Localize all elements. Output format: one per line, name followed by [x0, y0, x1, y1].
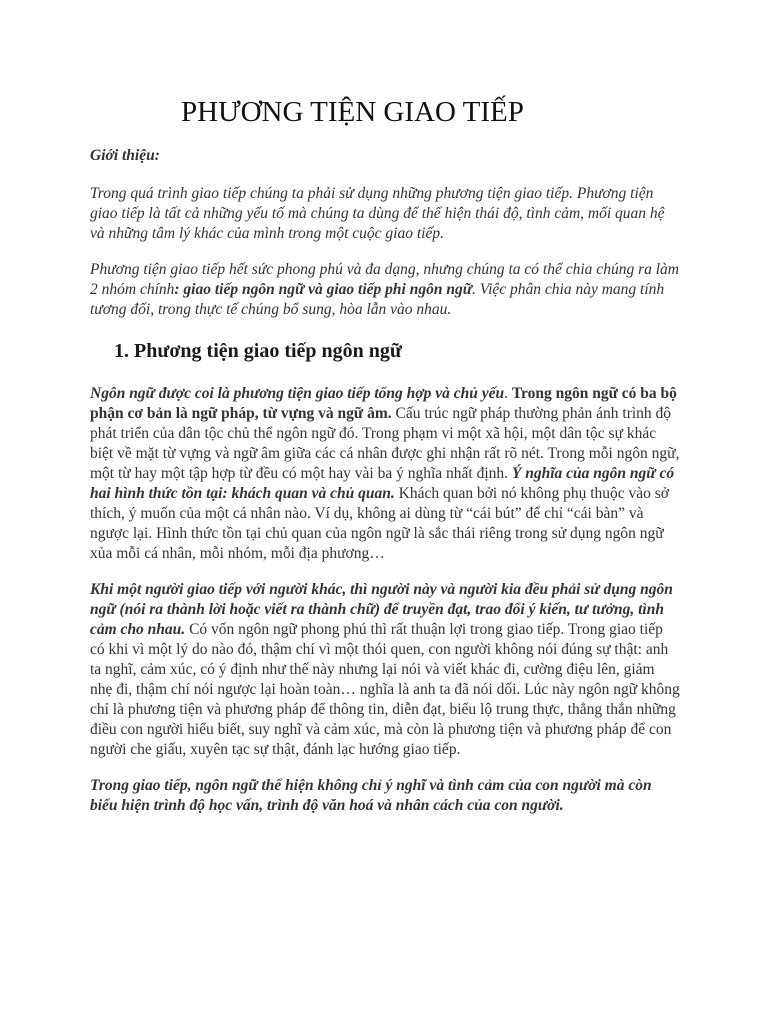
section-paragraph-2	[90, 580, 680, 760]
intro-paragraph-1: Trong quá trình giao tiếp chúng ta phải sử dụng những phương tiện giao tiếp. Phương tiện giao tiếp là tất cả những yếu tố mà chúng ta dùng để thể hiện thái độ, tình cảm, mối quan hệ và những tâm lý khác của mình trong một cuộc giao tiếp.	[90, 185, 665, 242]
intro-paragraph-2	[90, 260, 680, 320]
body-text: Có vốn ngôn ngữ phong phú thì rất thuận lợi trong giao tiếp. Trong giao tiếp có khi vì một lý do nào đó, thậm chí vì một thói quen, con người không nói đúng sự thật: anh ta nghĩ, cảm xúc, có ý định như thế này nhưng lại nói và viết khác đi, cường điệu lên, giảm nhẹ đi, thậm chí nói ngược lại hoàn toàn… nghĩa là anh ta đã nói dối. Lúc này ngôn ngữ không chỉ là phương tiện và phương pháp để thông tin, diễn đạt, biểu lộ trung thực, thẳng thắn những điều con người hiểu biết, suy nghĩ và cảm xúc, mà còn là phương tiện và phương pháp để con người che giấu, xuyên tạc sự thật, đánh lạc hướng giao tiếp.	[90, 621, 680, 758]
intro-p2-text: . Việc phân chia này mang tính tương đối, trong thực tế chúng bổ sung, hòa lẫn vào nhau.	[90, 281, 665, 318]
intro-p2-emphasis: : giao tiếp ngôn ngữ và giao tiếp phi ngôn ngữ	[174, 281, 473, 298]
document-page	[90, 92, 680, 816]
section-paragraph-3: Trong giao tiếp, ngôn ngữ thể hiện không chỉ ý nghĩ và tình cảm của con người mà còn biểu hiện trình độ học vấn, trình độ văn hoá và nhân cách của con người.	[90, 777, 652, 814]
emphasis-text: Ngôn ngữ được coi là phương tiện giao tiếp tổng hợp và chủ yếu	[90, 385, 505, 402]
body-text: Cấu trúc ngữ pháp thường phản ánh trình độ phát triển của dân tộc chủ thể ngôn ngữ đó. Trong phạm vi một xã hội, một dân tộc sự khác biệt về mặt từ vựng và ngữ âm giữa các cá nhân được ghi nhận rất rõ nét. Trong mỗi ngôn ngữ, một từ hay một tập hợp từ đều có một hay vài ba ý nghĩa nhất định.	[90, 405, 680, 482]
document-title: PHƯƠNG TIỆN GIAO TIẾP	[181, 96, 524, 128]
intro-p2-text: Phương tiện giao tiếp hết sức phong phú và đa dạng, nhưng chúng ta có thể chia chúng ra làm 2 nhóm chính	[90, 261, 679, 298]
bold-text: Trong ngôn ngữ có ba bộ phận cơ bản là ngữ pháp, từ vựng và ngữ âm.	[90, 385, 677, 422]
section-heading: 1. Phương tiện giao tiếp ngôn ngữ	[114, 340, 402, 362]
emphasis-text: Khi một người giao tiếp với người khác, thì người này và người kia đều phải sử dụng ngôn ngữ (nói ra thành lời hoặc viết ra thành chữ) để truyền đạt, trao đổi ý kiến, tư tưởng, tình cảm cho nhau.	[90, 581, 673, 638]
intro-heading: Giới thiệu:	[90, 147, 160, 164]
section-paragraph-1	[90, 384, 680, 564]
body-text: Khách quan bởi nó không phụ thuộc vào sở thích, ý muốn của một cá nhân nào. Ví dụ, không ai dùng từ “cái bút” để chỉ “cái bàn” và ngược lại. Hình thức tồn tại chủ quan của ngôn ngữ là sắc thái riêng trong sử dụng ngôn ngữ xủa mỗi cá nhân, mỗi nhóm, mỗi địa phương…	[90, 485, 670, 562]
emphasis-text: Ý nghĩa của ngôn ngữ có hai hình thức tồn tại: khách quan và chủ quan.	[90, 465, 675, 502]
body-text: .	[504, 385, 512, 402]
